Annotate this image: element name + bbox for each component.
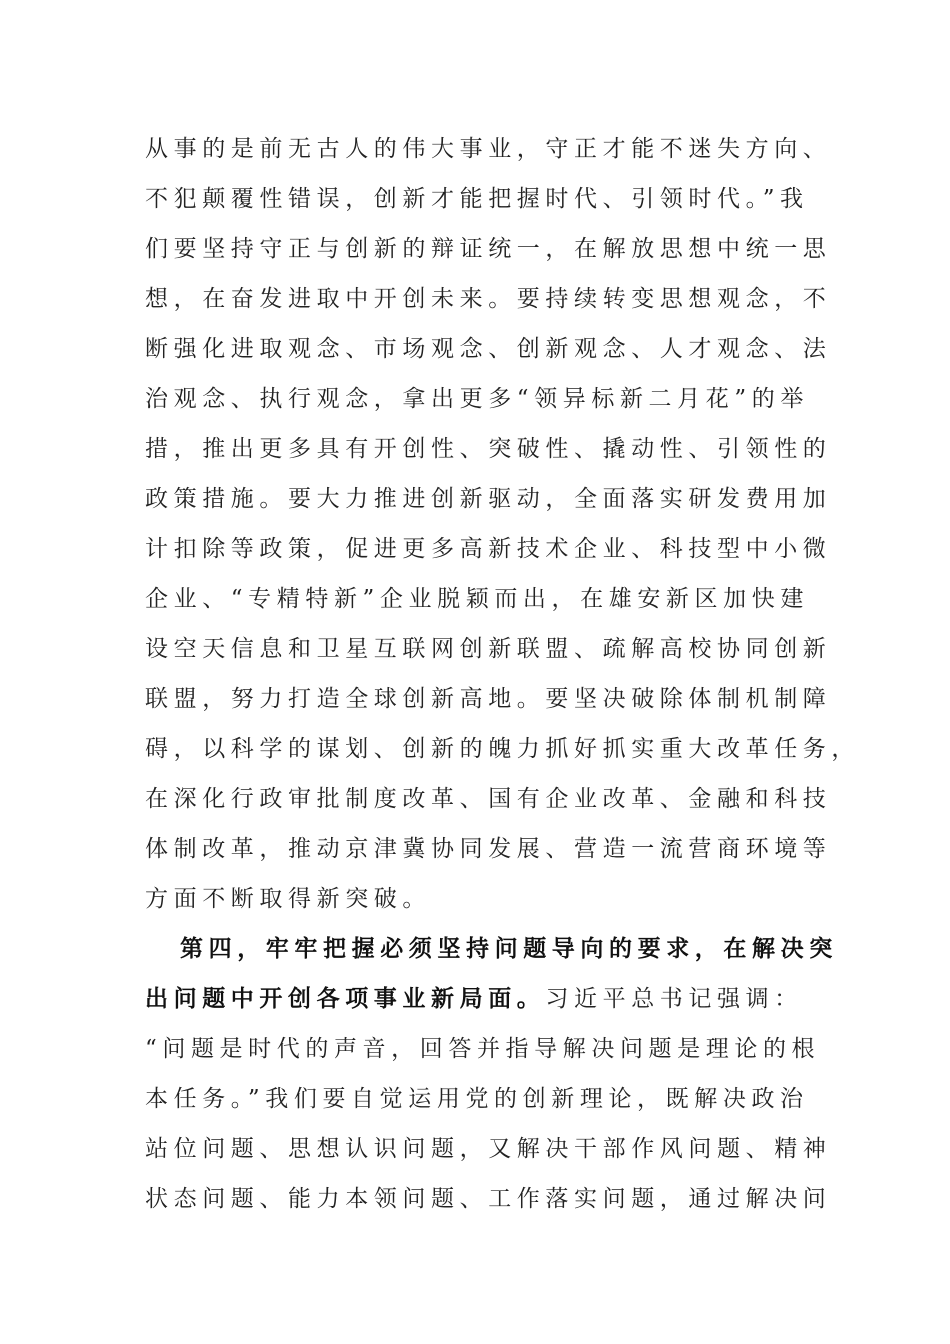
text-line: 治观念、执行观念，拿出更多“领异标新二月花”的举	[145, 386, 809, 412]
text-line	[145, 924, 838, 974]
text-line: 想，在奋发进取中开创未来。要持续转变思想观念，不	[145, 286, 832, 312]
text-line: 不犯颠覆性错误，创新才能把握时代、引领时代。”我	[145, 186, 809, 212]
text-line	[145, 974, 815, 1024]
section-heading-part-2: 出问题中开创各项事业新局面。	[145, 985, 546, 1012]
text-line: 计扣除等政策，促进更多高新技术企业、科技型中小微	[145, 536, 832, 562]
text-line: 政策措施。要大力推进创新驱动，全面落实研发费用加	[145, 486, 832, 512]
paragraph-1	[145, 124, 860, 924]
text-line: 设空天信息和卫星互联网创新联盟、疏解高校协同创新	[145, 636, 832, 662]
text-fragment: 习近平总书记强调：	[545, 986, 803, 1012]
text-line: 企业、“专精特新”企业脱颖而出，在雄安新区加快建	[145, 586, 809, 612]
text-line: 方面不断取得新突破。	[145, 886, 431, 912]
text-line: 在深化行政审批制度改革、国有企业改革、金融和科技	[145, 786, 832, 812]
section-heading-part-1: 第四，牢牢把握必须坚持问题导向的要求，在解决突	[180, 935, 838, 962]
text-line: 断强化进取观念、市场观念、创新观念、人才观念、法	[145, 336, 832, 362]
text-line: 们要坚持守正与创新的辩证统一，在解放思想中统一思	[145, 236, 832, 262]
text-line: 措，推出更多具有开创性、突破性、撬动性、引领性的	[145, 436, 832, 462]
document-body	[145, 124, 860, 1224]
text-line: 站位问题、思想认识问题，又解决干部作风问题、精神	[145, 1136, 832, 1162]
text-line: 体制改革，推动京津冀协同发展、营造一流营商环境等	[145, 836, 832, 862]
text-line: “问题是时代的声音，回答并指导解决问题是理论的根	[145, 1036, 821, 1062]
text-line: 联盟，努力打造全球创新高地。要坚决破除体制机制障	[145, 686, 832, 712]
paragraph-2	[145, 924, 838, 1224]
text-line: 本任务。”我们要自觉运用党的创新理论，既解决政治	[145, 1086, 809, 1112]
text-line: 状态问题、能力本领问题、工作落实问题，通过解决问	[145, 1186, 832, 1212]
text-line: 碍，以科学的谋划、创新的魄力抓好抓实重大改革任务，	[145, 736, 860, 762]
text-line: 从事的是前无古人的伟大事业，守正才能不迷失方向、	[145, 136, 832, 162]
